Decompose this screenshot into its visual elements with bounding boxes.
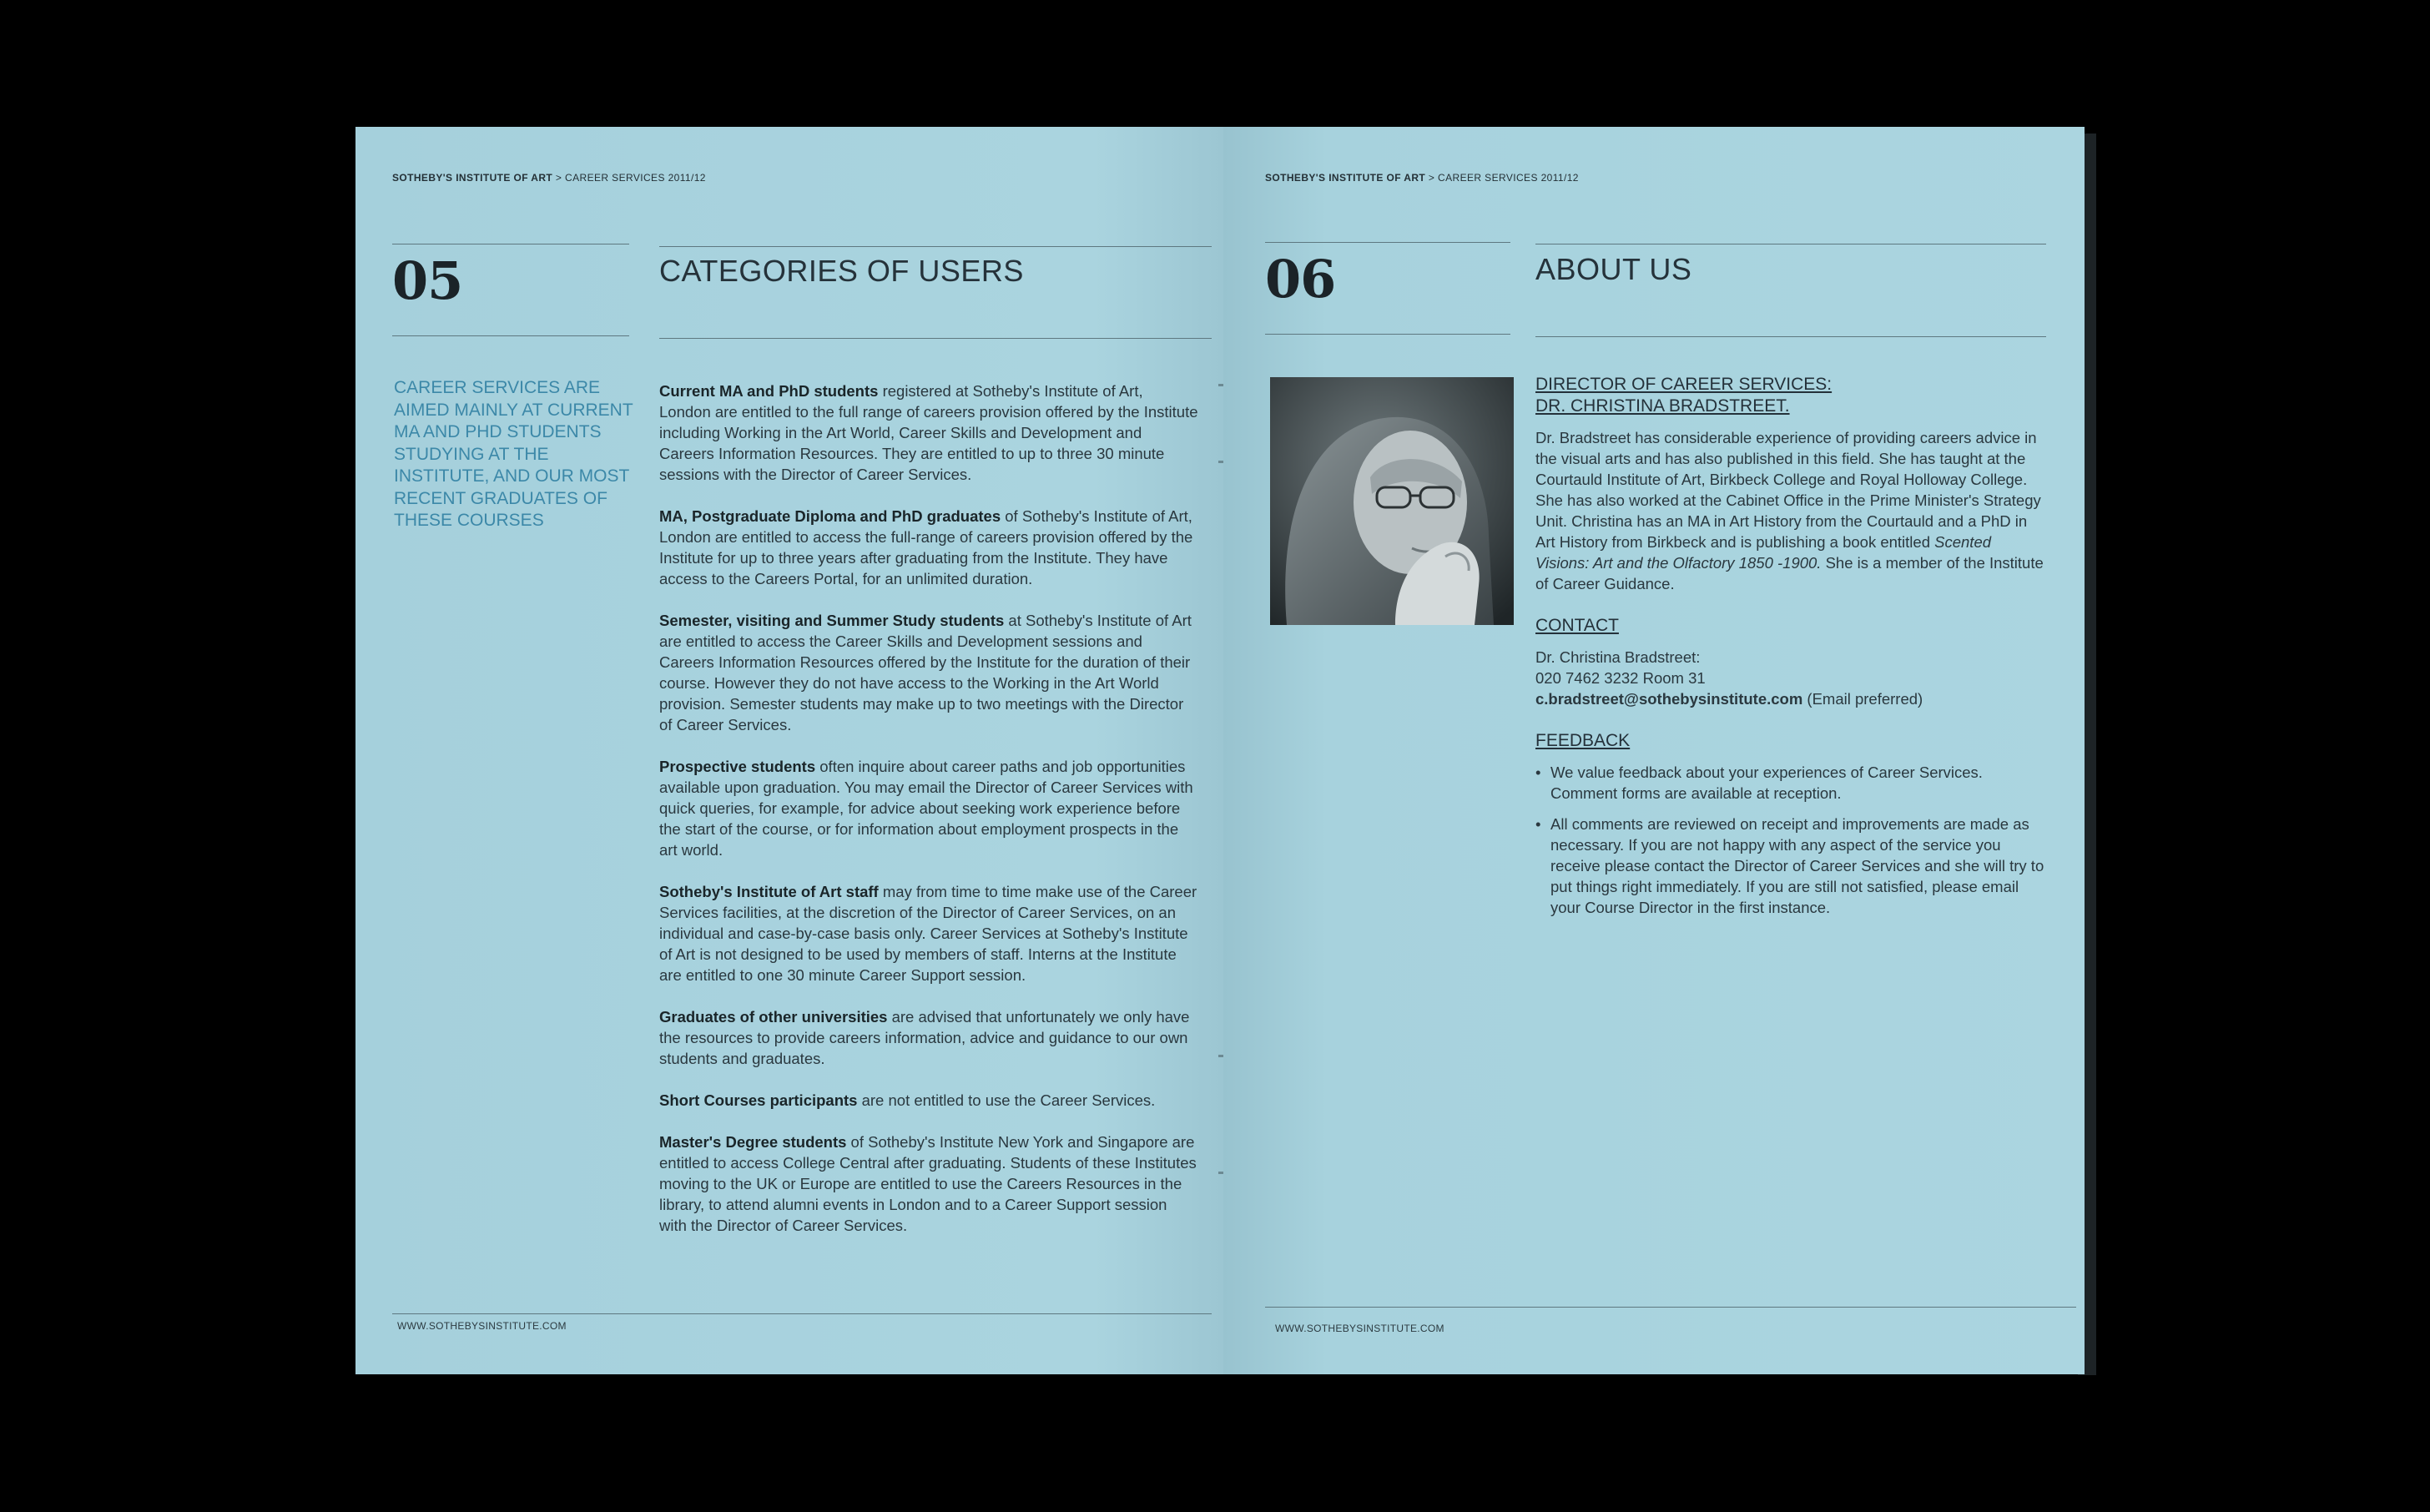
rule-top-number bbox=[1265, 242, 1510, 243]
chapter-number: 05 bbox=[392, 250, 463, 311]
about-us-content bbox=[1535, 374, 2044, 928]
rule-bottom-number bbox=[1265, 334, 1510, 335]
paragraph-lead: Short Courses participants bbox=[659, 1091, 858, 1109]
paragraph-graduates bbox=[659, 506, 1198, 589]
running-head-institute: SOTHEBY'S INSTITUTE OF ART bbox=[1265, 172, 1426, 184]
contact-block bbox=[1535, 647, 2044, 709]
director-heading: DIRECTOR OF CAREER SERVICES: bbox=[1535, 375, 1833, 394]
contact-email-note: (Email preferred) bbox=[1807, 690, 1923, 708]
paragraph-text: may from time to time make use of the Career Services facilities, at the discretion of the Director of Career Services, on an individual and case-by-case basis only. Career Services at Sotheby's Institute of Art is not designed to be used by members of staff. Interns at the Institute are entitled to one 30 minute Career Support session. bbox=[659, 883, 1197, 984]
running-head-institute: SOTHEBY'S INSTITUTE OF ART bbox=[392, 172, 553, 184]
footer-url[interactable]: WWW.SOTHEBYSINSTITUTE.COM bbox=[397, 1320, 567, 1332]
rule-bottom-number bbox=[392, 335, 629, 336]
director-bio bbox=[1535, 427, 2044, 594]
chapter-number: 06 bbox=[1265, 249, 1336, 310]
director-name-heading: DR. CHRISTINA BRADSTREET. bbox=[1535, 396, 1790, 416]
rule-footer bbox=[392, 1313, 1212, 1314]
feedback-item-text: We value feedback about your experiences of Career Services. Comment forms are available at reception. bbox=[1550, 764, 1983, 802]
paragraph-lead: Master's Degree students bbox=[659, 1133, 847, 1151]
paragraph-lead: Sotheby's Institute of Art staff bbox=[659, 883, 879, 900]
paragraph-lead: Prospective students bbox=[659, 758, 816, 775]
contact-email-line bbox=[1535, 688, 2044, 709]
paragraph-text: are advised that unfortunately we only have the resources to provide careers information, advice and guidance to our own students and graduates. bbox=[659, 1008, 1190, 1067]
paragraph-masters-students bbox=[659, 1131, 1198, 1236]
paragraph-lead: Semester, visiting and Summer Study students bbox=[659, 612, 1005, 629]
left-page bbox=[355, 127, 1223, 1374]
feedback-item-text: All comments are reviewed on receipt and improvements are made as necessary. If you are not happy with any aspect of the service you receive please contact the Director of Career Services and she will try to put things right immediately. If you are still not satisfied, please email your Course Director in the first instance. bbox=[1550, 815, 2044, 916]
bio-text-end: She is a member of the Institute of Career Guidance. bbox=[1535, 554, 2044, 592]
paragraph-lead: MA, Postgraduate Diploma and PhD graduates bbox=[659, 507, 1001, 525]
rule-bottom-title bbox=[1535, 336, 2046, 337]
feedback-heading: FEEDBACK bbox=[1535, 731, 1631, 750]
paragraph-short-courses bbox=[659, 1090, 1198, 1111]
paragraph-text: at Sotheby's Institute of Art are entitled to access the Career Skills and Development sessions and Careers Information Resources offered by the Institute for the duration of their course. However they do not have access to the Working in the Art World provision. Semester students may make up to two meetings with the Director of Career Services. bbox=[659, 612, 1192, 733]
section-title: CATEGORIES OF USERS bbox=[659, 254, 1024, 288]
bullet-glyph: • bbox=[1535, 764, 1541, 781]
user-categories bbox=[659, 381, 1198, 1257]
contact-email-link[interactable]: c.bradstreet@sothebysinstitute.com bbox=[1535, 690, 1803, 708]
contact-name: Dr. Christina Bradstreet: bbox=[1535, 648, 1701, 666]
paragraph-current-students bbox=[659, 381, 1198, 485]
paragraph-text: registered at Sotheby's Institute of Art, London are entitled to the full range of careers provision offered by the Institute including Working in the Art World, Career Skills and Development and Careers Information Resources. They are entitled to up to three 30 minute sessions with the Director of Career Services. bbox=[659, 382, 1198, 483]
rule-top-title bbox=[659, 246, 1212, 247]
paragraph-prospective-students bbox=[659, 756, 1198, 860]
paragraph-text: often inquire about career paths and job opportunities available upon graduation. You may email the Director of Career Services with quick queries, for example, for advice about seeking work experience before the start of the course, or for information about employment prospects in the art world. bbox=[659, 758, 1193, 859]
paragraph-staff bbox=[659, 881, 1198, 985]
paragraph-lead: Graduates of other universities bbox=[659, 1008, 888, 1026]
paragraph-semester-students bbox=[659, 610, 1198, 735]
running-head-section: > CAREER SERVICES 2011/12 bbox=[1428, 172, 1579, 184]
feedback-item bbox=[1535, 762, 2044, 804]
book-title: Scented Visions: Art and the Olfactory 1850 -1900. bbox=[1535, 533, 1992, 572]
paragraph-lead: Current MA and PhD students bbox=[659, 382, 879, 400]
paragraph-text: are not entitled to use the Career Services. bbox=[857, 1091, 1156, 1109]
right-page bbox=[1223, 127, 2085, 1374]
contact-phone: 020 7462 3232 Room 31 bbox=[1535, 669, 1706, 687]
bullet-glyph: • bbox=[1535, 815, 1541, 833]
running-head bbox=[1265, 172, 1579, 184]
paragraph-text: of Sotheby's Institute of Art, London are entitled to access the full-range of careers provision offered by the Institute for up to three years after graduating from the Institute. They have access to the Careers Portal, for an unlimited duration. bbox=[659, 507, 1193, 587]
paragraph-other-graduates bbox=[659, 1006, 1198, 1069]
portrait-illustration bbox=[1270, 377, 1514, 625]
section-title: ABOUT US bbox=[1535, 252, 1692, 286]
feedback-item bbox=[1535, 814, 2044, 918]
rule-bottom-title bbox=[659, 338, 1212, 339]
running-head bbox=[392, 172, 706, 184]
contact-heading: CONTACT bbox=[1535, 616, 1619, 635]
intro-text: CAREER SERVICES ARE AIMED MAINLY AT CURRENT MA AND PHD STUDENTS STUDYING AT THE INSTITUTE, AND OUR MOST RECENT GRADUATES OF THESE COURSES bbox=[394, 378, 633, 530]
rule-footer bbox=[1265, 1307, 2076, 1308]
paragraph-text: of Sotheby's Institute New York and Singapore are entitled to access College Central after graduating. Students of these Institutes moving to the UK or Europe are entitled to use the Careers Resources in the library, to attend alumni events in London and to a Career Support session with the Director of Career Services. bbox=[659, 1133, 1197, 1234]
portrait-photo bbox=[1270, 377, 1514, 625]
running-head-section: > CAREER SERVICES 2011/12 bbox=[555, 172, 706, 184]
footer-url[interactable]: WWW.SOTHEBYSINSTITUTE.COM bbox=[1275, 1323, 1444, 1334]
bio-text: Dr. Bradstreet has considerable experience of providing careers advice in the visual arts and has also published in this field. She has taught at the Courtauld Institute of Art, Birkbeck College and Royal Holloway College. She has also worked at the Cabinet Office in the Prime Minister's Strategy Unit. Christina has an MA in Art History from the Courtauld and a PhD in Art History from Birkbeck and is publishing a book entitled bbox=[1535, 429, 2041, 551]
